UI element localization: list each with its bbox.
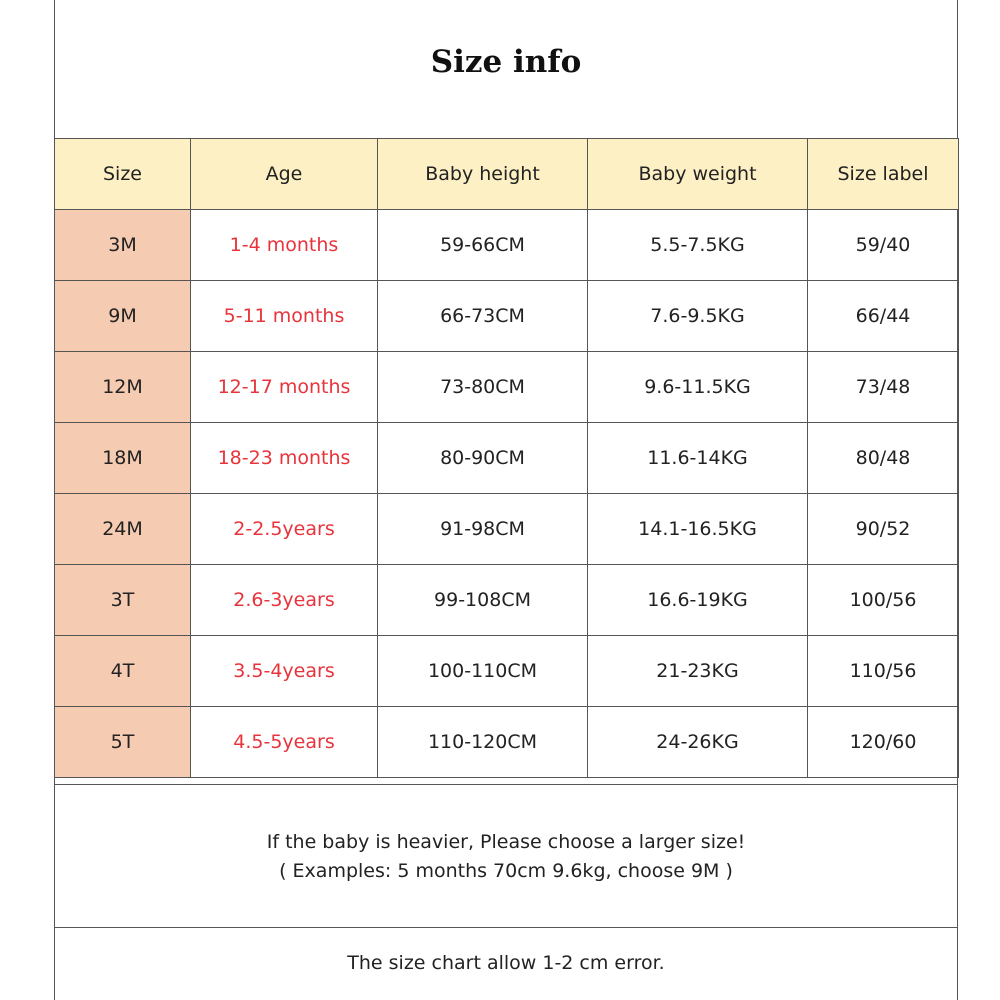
table-row [55, 423, 959, 494]
size-note-box [54, 784, 958, 928]
age-cell: 2-2.5years [191, 494, 378, 565]
age-cell: 12-17 months [191, 352, 378, 423]
error-tolerance-text: The size chart allow 1-2 cm error. [347, 952, 665, 974]
table-row [55, 210, 959, 281]
table-row [55, 352, 959, 423]
size-example-text: ( Examples: 5 months 70cm 9.6kg, choose 9M ) [279, 860, 733, 882]
size-cell: 3T [55, 565, 191, 636]
weight-cell: 24-26KG [588, 707, 808, 778]
weight-cell: 9.6-11.5KG [588, 352, 808, 423]
height-cell: 110-120CM [378, 707, 588, 778]
size-cell: 5T [55, 707, 191, 778]
table-row [55, 565, 959, 636]
table-row [55, 636, 959, 707]
page-title: Size info [430, 44, 582, 80]
weight-cell: 5.5-7.5KG [588, 210, 808, 281]
weight-cell: 16.6-19KG [588, 565, 808, 636]
size-label-cell: 110/56 [808, 636, 959, 707]
height-cell: 99-108CM [378, 565, 588, 636]
size-cell: 18M [55, 423, 191, 494]
size-label-cell: 120/60 [808, 707, 959, 778]
age-cell: 1-4 months [191, 210, 378, 281]
age-cell: 2.6-3years [191, 565, 378, 636]
header-baby-weight: Baby weight [588, 139, 808, 210]
size-label-cell: 73/48 [808, 352, 959, 423]
size-cell: 4T [55, 636, 191, 707]
size-label-cell: 80/48 [808, 423, 959, 494]
size-label-cell: 90/52 [808, 494, 959, 565]
weight-cell: 21-23KG [588, 636, 808, 707]
age-cell: 5-11 months [191, 281, 378, 352]
header-size: Size [55, 139, 191, 210]
size-label-cell: 66/44 [808, 281, 959, 352]
size-advice-text: If the baby is heavier, Please choose a larger size! [266, 831, 746, 853]
height-cell: 66-73CM [378, 281, 588, 352]
header-baby-height: Baby height [378, 139, 588, 210]
size-cell: 3M [55, 210, 191, 281]
age-cell: 18-23 months [191, 423, 378, 494]
height-cell: 100-110CM [378, 636, 588, 707]
height-cell: 73-80CM [378, 352, 588, 423]
size-table [54, 138, 959, 778]
table-row [55, 707, 959, 778]
age-cell: 3.5-4years [191, 636, 378, 707]
height-cell: 91-98CM [378, 494, 588, 565]
table-header-row [55, 139, 959, 210]
table-row [55, 494, 959, 565]
age-cell: 4.5-5years [191, 707, 378, 778]
size-chart-frame [54, 0, 958, 1000]
size-label-cell: 59/40 [808, 210, 959, 281]
size-cell: 12M [55, 352, 191, 423]
table-row [55, 281, 959, 352]
height-cell: 59-66CM [378, 210, 588, 281]
size-cell: 24M [55, 494, 191, 565]
weight-cell: 7.6-9.5KG [588, 281, 808, 352]
weight-cell: 11.6-14KG [588, 423, 808, 494]
height-cell: 80-90CM [378, 423, 588, 494]
weight-cell: 14.1-16.5KG [588, 494, 808, 565]
header-age: Age [191, 139, 378, 210]
size-label-cell: 100/56 [808, 565, 959, 636]
header-size-label: Size label [808, 139, 959, 210]
size-cell: 9M [55, 281, 191, 352]
